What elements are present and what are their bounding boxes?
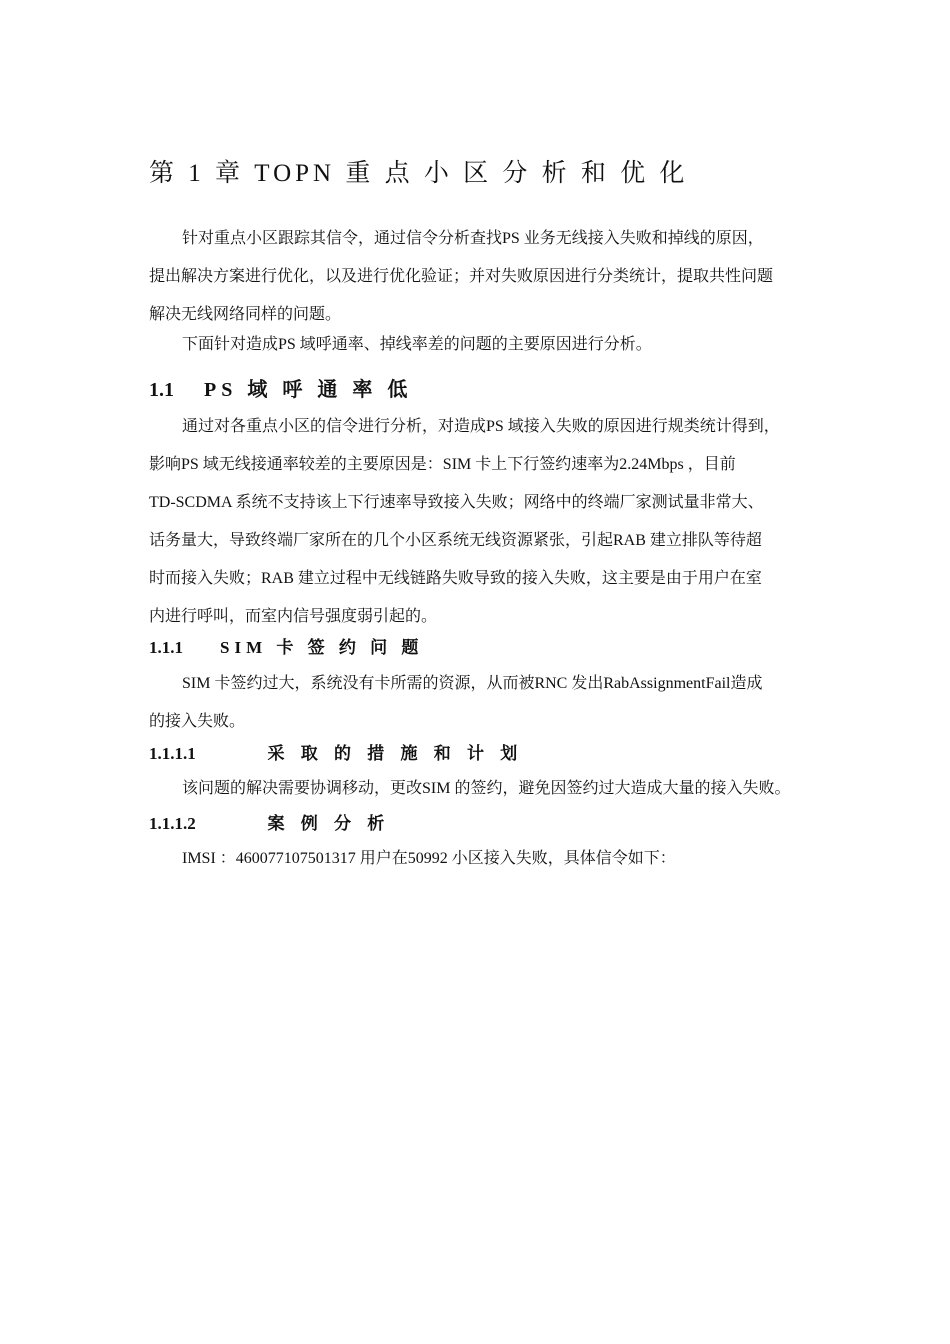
section-number: 1.1 [149, 379, 174, 401]
section-1-1-1-1-paragraph [149, 770, 821, 808]
intro-paragraph [149, 220, 821, 334]
section-title: SIM 卡 签 约 问 题 [220, 638, 424, 657]
paragraph-line: 解决无线网络同样的问题。 [149, 306, 342, 323]
paragraph-line: 影响PS 域无线接通率较差的主要原因是：SIM 卡上下行签约速率为2.24Mbps ，目前 [149, 456, 736, 473]
paragraph-line: IMSI ：460077107501317 用户在50992 小区接入失败，具体信令如下： [182, 850, 676, 867]
paragraph-line: 下面针对造成PS 域呼通率、掉线率差的问题的主要原因进行分析。 [182, 336, 652, 353]
section-title: PS 域 呼 通 率 低 [204, 379, 413, 401]
section-number: 1.1.1.2 [149, 814, 196, 833]
paragraph-line: 内进行呼叫，而室内信号强度弱引起的。 [149, 608, 438, 625]
intro-paragraph-2 [149, 326, 821, 364]
paragraph-line: 提出解决方案进行优化，以及进行优化验证；并对失败原因进行分类统计，提取共性问题 [149, 268, 774, 285]
section-1-1-1-2-paragraph [149, 840, 821, 878]
chapter-title: 第 1 章 TOPN 重 点 小 区 分 析 和 优 化 [149, 160, 689, 187]
section-heading-1-1-1 [149, 634, 423, 662]
section-heading-1-1-1-2 [149, 810, 390, 838]
paragraph-line: 通过对各重点小区的信令进行分析，对造成PS 域接入失败的原因进行规类统计得到， [182, 418, 780, 435]
section-1-1-paragraph [149, 408, 821, 636]
section-title: 案 例 分 析 [267, 814, 391, 833]
paragraph-line: SIM 卡签约过大，系统没有卡所需的资源，从而被RNC 发出RabAssignmentFail造成 [182, 675, 763, 692]
section-heading-1-1-1-1 [149, 740, 523, 768]
paragraph-line: 针对重点小区跟踪其信令，通过信令分析查找PS 业务无线接入失败和掉线的原因， [182, 230, 764, 247]
paragraph-line: 时而接入失败；RAB 建立过程中无线链路失败导致的接入失败，这主要是由于用户在室 [149, 570, 762, 587]
paragraph-line: 话务量大，导致终端厂家所在的几个小区系统无线资源紧张，引起RAB 建立排队等待超 [149, 532, 762, 549]
section-heading-1-1 [149, 374, 412, 406]
section-1-1-1-paragraph [149, 665, 821, 741]
section-title: 采 取 的 措 施 和 计 划 [267, 744, 524, 763]
section-number: 1.1.1.1 [149, 744, 196, 763]
paragraph-line: 的接入失败。 [149, 713, 246, 730]
paragraph-line: 该问题的解决需要协调移动，更改SIM 的签约，避免因签约过大造成大量的接入失败。 [182, 780, 791, 797]
paragraph-line: TD-SCDMA 系统不支持该上下行速率导致接入失败；网络中的终端厂家测试量非常大、 [149, 494, 764, 511]
section-number: 1.1.1 [149, 638, 183, 657]
